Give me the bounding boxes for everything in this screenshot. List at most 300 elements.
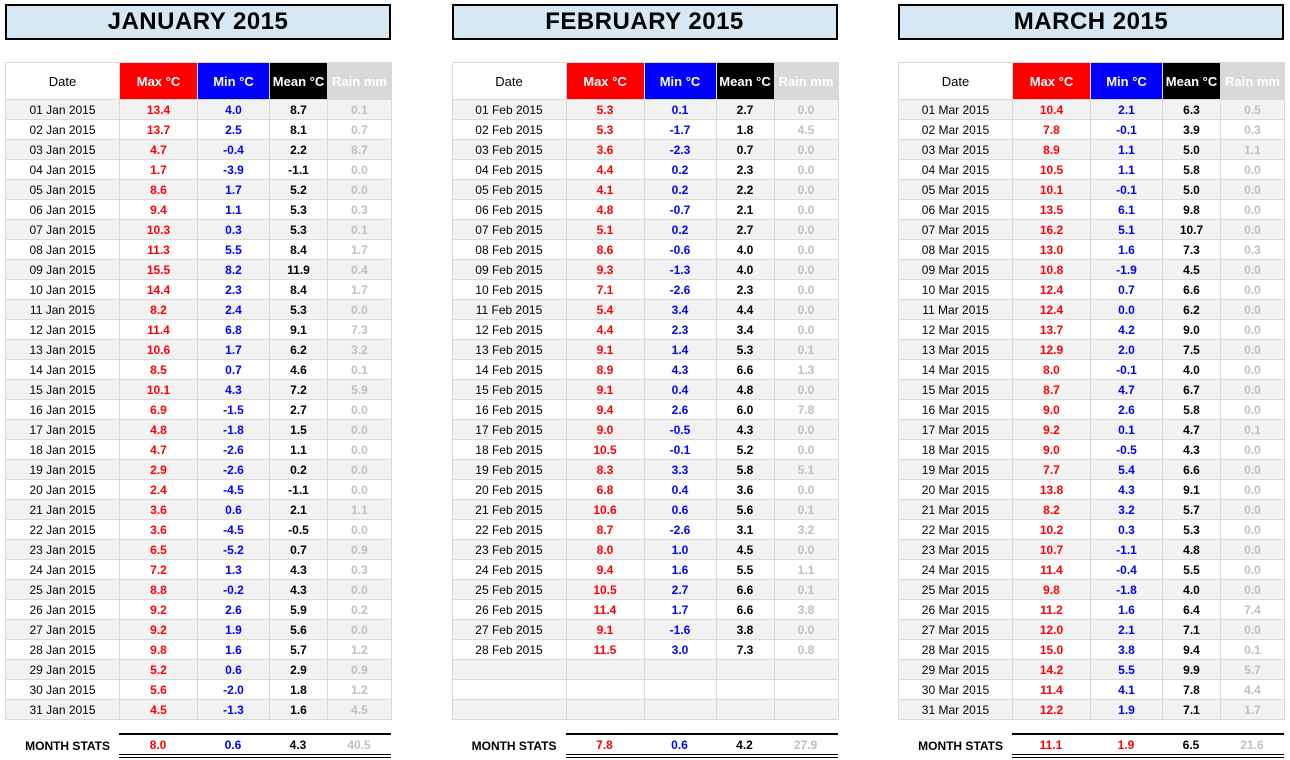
weather-table-january: [5, 62, 392, 720]
cell-date: 27 Feb 2015: [452, 620, 566, 640]
cell-max: 8.9: [566, 360, 644, 380]
cell-max: 9.1: [566, 380, 644, 400]
cell-rain: 4.5: [774, 120, 838, 140]
col-header-rain: Rain mm: [774, 63, 838, 100]
cell-date: 10 Jan 2015: [6, 280, 120, 300]
table-row: [452, 440, 838, 460]
cell-date: 01 Mar 2015: [899, 100, 1013, 120]
table-row: [452, 600, 838, 620]
cell-rain: 0.0: [774, 180, 838, 200]
cell-min: 1.7: [644, 600, 716, 620]
month-title-january: JANUARY 2015: [5, 4, 391, 40]
cell-mean: 1.8: [716, 120, 774, 140]
month-stats-row-january: [5, 733, 391, 758]
title-gap: [5, 40, 391, 62]
cell-date: 15 Jan 2015: [6, 380, 120, 400]
cell-rain: [774, 700, 838, 720]
title-gap: [452, 40, 838, 62]
cell-max: 8.0: [566, 540, 644, 560]
cell-min: 4.1: [1091, 680, 1163, 700]
cell-mean: 8.4: [270, 240, 328, 260]
month-panel-january: [5, 4, 391, 758]
cell-max: 9.0: [566, 420, 644, 440]
cell-date: 09 Jan 2015: [6, 260, 120, 280]
cell-min: 6.1: [1091, 200, 1163, 220]
table-row: [899, 380, 1285, 400]
cell-rain: 0.9: [328, 540, 392, 560]
table-row: [6, 280, 392, 300]
cell-max: 10.7: [1013, 540, 1091, 560]
cell-max: 10.5: [566, 440, 644, 460]
cell-date: 18 Mar 2015: [899, 440, 1013, 460]
cell-date: 04 Feb 2015: [452, 160, 566, 180]
cell-mean: -1.1: [270, 160, 328, 180]
cell-rain: 3.2: [328, 340, 392, 360]
cell-mean: 3.1: [716, 520, 774, 540]
cell-max: 8.2: [1013, 500, 1091, 520]
cell-max: 13.0: [1013, 240, 1091, 260]
cell-rain: 0.0: [328, 300, 392, 320]
cell-rain: 0.0: [1221, 360, 1285, 380]
cell-max: 9.0: [1013, 440, 1091, 460]
table-row: [899, 600, 1285, 620]
cell-max: 9.1: [566, 340, 644, 360]
cell-mean: 7.2: [270, 380, 328, 400]
cell-date: 19 Jan 2015: [6, 460, 120, 480]
cell-max: 14.2: [1013, 660, 1091, 680]
table-row: [899, 520, 1285, 540]
cell-rain: 0.1: [774, 500, 838, 520]
cell-max: 9.8: [1013, 580, 1091, 600]
cell-rain: 0.0: [1221, 160, 1285, 180]
col-header-min: Min °C: [644, 63, 716, 100]
cell-max: 3.6: [120, 520, 198, 540]
cell-date: 06 Jan 2015: [6, 200, 120, 220]
cell-rain: 0.0: [1221, 300, 1285, 320]
cell-date: 16 Feb 2015: [452, 400, 566, 420]
cell-date: 21 Jan 2015: [6, 500, 120, 520]
cell-mean: 1.6: [270, 700, 328, 720]
cell-min: 2.0: [1091, 340, 1163, 360]
cell-mean: 9.8: [1163, 200, 1221, 220]
cell-date: 20 Mar 2015: [899, 480, 1013, 500]
cell-rain: 0.0: [328, 440, 392, 460]
cell-max: 13.7: [1013, 320, 1091, 340]
month-stats-values: [1012, 733, 1284, 758]
cell-max: 13.4: [120, 100, 198, 120]
cell-mean: 4.3: [270, 580, 328, 600]
table-row: [452, 280, 838, 300]
table-row: [899, 620, 1285, 640]
cell-date: 03 Mar 2015: [899, 140, 1013, 160]
cell-date: 09 Mar 2015: [899, 260, 1013, 280]
cell-mean: 5.6: [270, 620, 328, 640]
cell-min: -5.2: [198, 540, 270, 560]
cell-min: [644, 700, 716, 720]
cell-max: 5.6: [120, 680, 198, 700]
cell-rain: 0.0: [774, 440, 838, 460]
cell-mean: 6.7: [1163, 380, 1221, 400]
cell-min: 2.3: [198, 280, 270, 300]
cell-rain: 0.0: [1221, 440, 1285, 460]
cell-mean: 8.7: [270, 100, 328, 120]
cell-date: 19 Feb 2015: [452, 460, 566, 480]
cell-date: 22 Jan 2015: [6, 520, 120, 540]
month-stats-row-february: [452, 733, 838, 758]
cell-mean: 4.3: [716, 420, 774, 440]
cell-max: 13.5: [1013, 200, 1091, 220]
cell-date: 11 Mar 2015: [899, 300, 1013, 320]
header-row: [6, 63, 392, 100]
table-row: [452, 140, 838, 160]
cell-mean: 6.6: [716, 600, 774, 620]
cell-date: 30 Jan 2015: [6, 680, 120, 700]
cell-min: 2.7: [644, 580, 716, 600]
cell-min: -1.8: [1091, 580, 1163, 600]
cell-min: [644, 660, 716, 680]
cell-min: 1.9: [198, 620, 270, 640]
col-header-mean: Mean °C: [716, 63, 774, 100]
cell-date: 18 Feb 2015: [452, 440, 566, 460]
cell-max: 4.7: [120, 140, 198, 160]
cell-date: 13 Jan 2015: [6, 340, 120, 360]
cell-mean: 3.8: [716, 620, 774, 640]
cell-date: [452, 680, 566, 700]
cell-rain: 1.7: [1221, 700, 1285, 720]
table-row: [899, 500, 1285, 520]
cell-date: 21 Feb 2015: [452, 500, 566, 520]
cell-rain: 0.0: [774, 480, 838, 500]
table-row: [899, 200, 1285, 220]
cell-rain: 0.0: [774, 140, 838, 160]
cell-mean: 1.8: [270, 680, 328, 700]
cell-mean: 1.1: [270, 440, 328, 460]
cell-mean: 4.0: [716, 240, 774, 260]
cell-min: 4.7: [1091, 380, 1163, 400]
cell-rain: 1.7: [328, 280, 392, 300]
table-row: [899, 460, 1285, 480]
cell-min: -1.3: [198, 700, 270, 720]
cell-rain: 3.8: [774, 600, 838, 620]
stat-min: 0.6: [224, 738, 242, 752]
cell-rain: 0.0: [1221, 520, 1285, 540]
cell-max: 7.7: [1013, 460, 1091, 480]
cell-date: 10 Feb 2015: [452, 280, 566, 300]
table-row: [6, 500, 392, 520]
table-row: [899, 440, 1285, 460]
cell-date: 13 Mar 2015: [899, 340, 1013, 360]
cell-mean: [716, 660, 774, 680]
cell-rain: 5.7: [1221, 660, 1285, 680]
cell-rain: 0.9: [328, 660, 392, 680]
cell-max: 10.1: [1013, 180, 1091, 200]
cell-max: 11.4: [566, 600, 644, 620]
month-panel-march: [898, 4, 1284, 758]
cell-max: 4.5: [120, 700, 198, 720]
cell-rain: 0.3: [1221, 120, 1285, 140]
cell-max: 5.4: [566, 300, 644, 320]
table-row: [6, 320, 392, 340]
cell-date: 06 Mar 2015: [899, 200, 1013, 220]
cell-mean: 7.1: [1163, 700, 1221, 720]
cell-max: 15.5: [120, 260, 198, 280]
col-header-max: Max °C: [120, 63, 198, 100]
cell-min: 2.1: [1091, 620, 1163, 640]
cell-min: 0.7: [1091, 280, 1163, 300]
cell-mean: 8.4: [270, 280, 328, 300]
cell-mean: 5.0: [1163, 180, 1221, 200]
cell-date: 02 Mar 2015: [899, 120, 1013, 140]
cell-mean: 2.1: [270, 500, 328, 520]
month-title-february: FEBRUARY 2015: [452, 4, 838, 40]
cell-mean: 4.0: [1163, 360, 1221, 380]
cell-date: 25 Feb 2015: [452, 580, 566, 600]
cell-date: 24 Feb 2015: [452, 560, 566, 580]
cell-rain: 1.1: [774, 560, 838, 580]
cell-min: 1.6: [644, 560, 716, 580]
table-row: [899, 700, 1285, 720]
col-header-mean: Mean °C: [270, 63, 328, 100]
cell-min: -2.6: [644, 520, 716, 540]
cell-rain: 0.0: [774, 160, 838, 180]
cell-rain: 0.1: [774, 340, 838, 360]
cell-mean: 4.6: [270, 360, 328, 380]
cell-mean: 4.0: [716, 260, 774, 280]
cell-min: 0.7: [198, 360, 270, 380]
cell-date: 08 Jan 2015: [6, 240, 120, 260]
cell-max: 14.4: [120, 280, 198, 300]
col-header-date: Date: [452, 63, 566, 100]
table-row: [6, 580, 392, 600]
cell-date: 26 Feb 2015: [452, 600, 566, 620]
cell-min: 2.5: [198, 120, 270, 140]
table-row: [452, 220, 838, 240]
col-header-max: Max °C: [1013, 63, 1091, 100]
cell-min: 4.3: [644, 360, 716, 380]
stat-rain: 40.5: [347, 738, 371, 752]
table-row: [899, 400, 1285, 420]
cell-max: [566, 660, 644, 680]
month-stats-label: MONTH STATS: [471, 738, 557, 753]
cell-mean: 0.7: [270, 540, 328, 560]
cell-date: 08 Feb 2015: [452, 240, 566, 260]
cell-min: 5.5: [1091, 660, 1163, 680]
cell-rain: 0.0: [774, 260, 838, 280]
cell-rain: 4.5: [328, 700, 392, 720]
cell-max: 5.1: [566, 220, 644, 240]
table-row: [6, 180, 392, 200]
cell-max: 8.7: [566, 520, 644, 540]
cell-date: 31 Jan 2015: [6, 700, 120, 720]
cell-max: 10.4: [1013, 100, 1091, 120]
cell-rain: 0.8: [774, 640, 838, 660]
cell-min: 0.2: [644, 160, 716, 180]
cell-min: 0.0: [1091, 300, 1163, 320]
col-header-max: Max °C: [566, 63, 644, 100]
table-row: [452, 160, 838, 180]
cell-max: 4.8: [120, 420, 198, 440]
cell-max: 8.6: [566, 240, 644, 260]
cell-mean: 5.3: [270, 220, 328, 240]
cell-date: 24 Jan 2015: [6, 560, 120, 580]
table-row: [899, 140, 1285, 160]
cell-min: 2.6: [1091, 400, 1163, 420]
cell-min: -0.5: [644, 420, 716, 440]
cell-max: 12.2: [1013, 700, 1091, 720]
cell-max: 13.7: [120, 120, 198, 140]
cell-mean: 5.5: [1163, 560, 1221, 580]
table-row: [6, 260, 392, 280]
table-row: [6, 340, 392, 360]
stat-mean: 4.3: [289, 738, 307, 752]
cell-mean: 11.9: [270, 260, 328, 280]
cell-mean: 5.5: [716, 560, 774, 580]
cell-min: -2.0: [198, 680, 270, 700]
cell-rain: 1.1: [328, 500, 392, 520]
table-row: [6, 160, 392, 180]
cell-rain: 7.8: [774, 400, 838, 420]
table-row: [452, 480, 838, 500]
cell-mean: 4.0: [1163, 580, 1221, 600]
cell-date: 25 Jan 2015: [6, 580, 120, 600]
cell-rain: 7.4: [1221, 600, 1285, 620]
col-header-mean: Mean °C: [1163, 63, 1221, 100]
table-row: [6, 140, 392, 160]
cell-rain: 0.3: [328, 200, 392, 220]
cell-mean: 9.0: [1163, 320, 1221, 340]
cell-date: 17 Jan 2015: [6, 420, 120, 440]
cell-max: 11.4: [120, 320, 198, 340]
cell-mean: [716, 680, 774, 700]
cell-rain: 0.0: [774, 200, 838, 220]
table-row: [452, 120, 838, 140]
cell-mean: 4.3: [270, 560, 328, 580]
table-row: [899, 580, 1285, 600]
cell-rain: 1.2: [328, 640, 392, 660]
cell-rain: 0.1: [1221, 640, 1285, 660]
cell-max: 9.8: [120, 640, 198, 660]
table-row: [452, 540, 838, 560]
cell-rain: 0.0: [1221, 580, 1285, 600]
cell-min: -1.6: [644, 620, 716, 640]
cell-max: 11.4: [1013, 560, 1091, 580]
cell-date: 25 Mar 2015: [899, 580, 1013, 600]
cell-date: 23 Mar 2015: [899, 540, 1013, 560]
cell-mean: 4.5: [716, 540, 774, 560]
cell-date: 18 Jan 2015: [6, 440, 120, 460]
cell-max: 4.4: [566, 320, 644, 340]
table-row: [6, 100, 392, 120]
cell-max: 11.4: [1013, 680, 1091, 700]
cell-mean: 7.5: [1163, 340, 1221, 360]
stat-mean: 6.5: [1182, 738, 1200, 752]
cell-max: 6.9: [120, 400, 198, 420]
cell-max: 8.2: [120, 300, 198, 320]
cell-rain: 0.0: [1221, 220, 1285, 240]
cell-max: 7.8: [1013, 120, 1091, 140]
cell-date: 20 Jan 2015: [6, 480, 120, 500]
cell-date: 11 Feb 2015: [452, 300, 566, 320]
cell-rain: 0.0: [1221, 260, 1285, 280]
cell-mean: 2.7: [716, 220, 774, 240]
cell-min: 0.1: [1091, 420, 1163, 440]
cell-min: 1.1: [1091, 160, 1163, 180]
cell-date: 31 Mar 2015: [899, 700, 1013, 720]
cell-max: 13.8: [1013, 480, 1091, 500]
cell-max: 6.8: [566, 480, 644, 500]
cell-rain: 0.0: [1221, 380, 1285, 400]
cell-date: 08 Mar 2015: [899, 240, 1013, 260]
table-row: [6, 660, 392, 680]
cell-max: 7.1: [566, 280, 644, 300]
cell-rain: 3.2: [774, 520, 838, 540]
cell-mean: 5.8: [716, 460, 774, 480]
cell-date: 17 Feb 2015: [452, 420, 566, 440]
cell-rain: 0.0: [1221, 400, 1285, 420]
table-row: [6, 400, 392, 420]
cell-mean: 6.6: [716, 360, 774, 380]
cell-max: 5.3: [566, 120, 644, 140]
cell-date: 29 Mar 2015: [899, 660, 1013, 680]
table-row: [452, 100, 838, 120]
cell-date: 01 Feb 2015: [452, 100, 566, 120]
cell-mean: 5.3: [1163, 520, 1221, 540]
cell-rain: 1.1: [1221, 140, 1285, 160]
cell-min: -0.4: [1091, 560, 1163, 580]
cell-mean: 2.7: [270, 400, 328, 420]
table-row: [899, 220, 1285, 240]
cell-min: 0.6: [198, 660, 270, 680]
cell-date: 12 Mar 2015: [899, 320, 1013, 340]
cell-date: 06 Feb 2015: [452, 200, 566, 220]
stat-min: 0.6: [671, 738, 688, 752]
cell-rain: 0.0: [774, 220, 838, 240]
cell-rain: 0.0: [328, 480, 392, 500]
cell-mean: 2.3: [716, 160, 774, 180]
cell-date: 02 Feb 2015: [452, 120, 566, 140]
cell-mean: 5.2: [716, 440, 774, 460]
cell-min: 1.0: [644, 540, 716, 560]
month-stats-row-march: [898, 733, 1284, 758]
cell-mean: 5.7: [1163, 500, 1221, 520]
cell-rain: 1.2: [328, 680, 392, 700]
cell-mean: 4.8: [1163, 540, 1221, 560]
stat-mean: 4.2: [736, 738, 753, 752]
cell-rain: 0.0: [1221, 180, 1285, 200]
cell-max: 9.0: [1013, 400, 1091, 420]
table-row: [6, 460, 392, 480]
cell-max: 4.8: [566, 200, 644, 220]
table-row: [6, 380, 392, 400]
table-row: [899, 260, 1285, 280]
cell-min: 0.6: [198, 500, 270, 520]
cell-min: 2.6: [198, 600, 270, 620]
cell-mean: 9.1: [1163, 480, 1221, 500]
cell-rain: 0.0: [774, 420, 838, 440]
cell-mean: 4.4: [716, 300, 774, 320]
table-row: [6, 540, 392, 560]
cell-min: -0.1: [1091, 180, 1163, 200]
cell-rain: 0.3: [328, 560, 392, 580]
table-row: [452, 400, 838, 420]
table-row: [452, 180, 838, 200]
cell-max: 2.4: [120, 480, 198, 500]
cell-min: 0.3: [1091, 520, 1163, 540]
cell-min: 1.1: [1091, 140, 1163, 160]
cell-mean: 0.7: [716, 140, 774, 160]
cell-date: 24 Mar 2015: [899, 560, 1013, 580]
cell-max: 3.6: [566, 140, 644, 160]
